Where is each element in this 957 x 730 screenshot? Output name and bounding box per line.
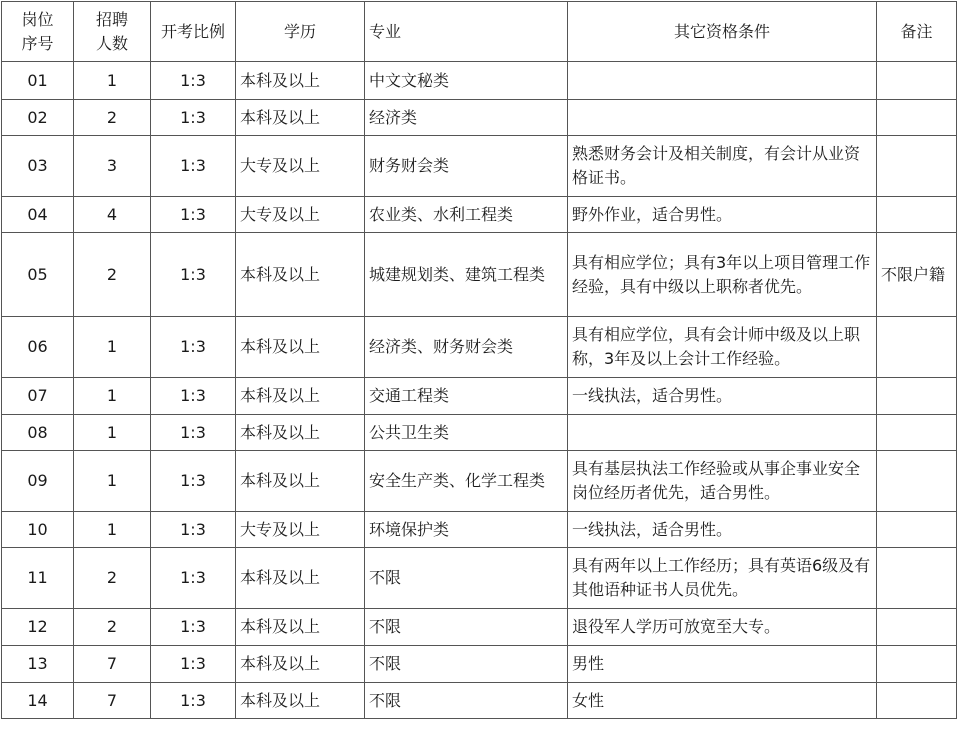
cell-major: 不限 [365, 683, 568, 719]
cell-major: 城建规划类、建筑工程类 [365, 233, 568, 317]
cell-other-requirements [568, 100, 877, 136]
cell-count: 1 [74, 317, 151, 378]
cell-other-requirements [568, 415, 877, 451]
cell-education: 本科及以上 [236, 415, 365, 451]
cell-note [877, 62, 957, 100]
table-row [2, 609, 957, 646]
table-row [2, 451, 957, 512]
cell-education: 大专及以上 [236, 512, 365, 548]
cell-note: 不限户籍 [877, 233, 957, 317]
cell-other-requirements: 具有相应学位；具有3年以上项目管理工作经验，具有中级以上职称者优先。 [568, 233, 877, 317]
cell-note [877, 317, 957, 378]
cell-other-requirements: 退役军人学历可放宽至大专。 [568, 609, 877, 646]
cell-education: 本科及以上 [236, 100, 365, 136]
cell-seq: 02 [2, 100, 74, 136]
header-major: 专业 [365, 2, 568, 62]
cell-note [877, 100, 957, 136]
cell-other-requirements: 野外作业，适合男性。 [568, 197, 877, 233]
cell-ratio: 1:3 [151, 683, 236, 719]
header-other-requirements: 其它资格条件 [568, 2, 877, 62]
table-row [2, 415, 957, 451]
table-row [2, 136, 957, 197]
header-row [2, 2, 957, 62]
cell-ratio: 1:3 [151, 378, 236, 415]
cell-major: 不限 [365, 609, 568, 646]
cell-education: 本科及以上 [236, 451, 365, 512]
cell-other-requirements: 男性 [568, 646, 877, 683]
table-row [2, 197, 957, 233]
table-row [2, 100, 957, 136]
cell-seq: 10 [2, 512, 74, 548]
cell-other-requirements: 具有两年以上工作经历；具有英语6级及有其他语种证书人员优先。 [568, 548, 877, 609]
cell-other-requirements: 一线执法，适合男性。 [568, 512, 877, 548]
cell-ratio: 1:3 [151, 609, 236, 646]
cell-major: 不限 [365, 646, 568, 683]
cell-education: 本科及以上 [236, 683, 365, 719]
cell-count: 2 [74, 233, 151, 317]
cell-count: 1 [74, 62, 151, 100]
cell-note [877, 646, 957, 683]
cell-major: 公共卫生类 [365, 415, 568, 451]
cell-count: 2 [74, 609, 151, 646]
cell-education: 本科及以上 [236, 62, 365, 100]
cell-ratio: 1:3 [151, 451, 236, 512]
table-row [2, 512, 957, 548]
header-count: 招聘 人数 [74, 2, 151, 62]
cell-major: 环境保护类 [365, 512, 568, 548]
cell-ratio: 1:3 [151, 100, 236, 136]
cell-count: 1 [74, 378, 151, 415]
table-row [2, 646, 957, 683]
cell-ratio: 1:3 [151, 512, 236, 548]
cell-other-requirements: 一线执法，适合男性。 [568, 378, 877, 415]
cell-note [877, 512, 957, 548]
cell-note [877, 683, 957, 719]
cell-other-requirements: 熟悉财务会计及相关制度，有会计从业资格证书。 [568, 136, 877, 197]
cell-count: 4 [74, 197, 151, 233]
cell-ratio: 1:3 [151, 233, 236, 317]
cell-major: 经济类、财务财会类 [365, 317, 568, 378]
cell-other-requirements [568, 62, 877, 100]
header-ratio: 开考比例 [151, 2, 236, 62]
cell-seq: 01 [2, 62, 74, 100]
header-education: 学历 [236, 2, 365, 62]
cell-note [877, 451, 957, 512]
header-note: 备注 [877, 2, 957, 62]
cell-count: 1 [74, 415, 151, 451]
table-row [2, 233, 957, 317]
cell-ratio: 1:3 [151, 197, 236, 233]
cell-major: 不限 [365, 548, 568, 609]
cell-ratio: 1:3 [151, 62, 236, 100]
cell-seq: 07 [2, 378, 74, 415]
recruitment-table [1, 1, 957, 719]
cell-count: 7 [74, 683, 151, 719]
cell-major: 安全生产类、化学工程类 [365, 451, 568, 512]
cell-education: 本科及以上 [236, 233, 365, 317]
table-row [2, 548, 957, 609]
table-row [2, 683, 957, 719]
cell-education: 大专及以上 [236, 136, 365, 197]
cell-count: 1 [74, 512, 151, 548]
cell-education: 本科及以上 [236, 609, 365, 646]
cell-seq: 05 [2, 233, 74, 317]
header-seq: 岗位 序号 [2, 2, 74, 62]
cell-count: 7 [74, 646, 151, 683]
cell-seq: 04 [2, 197, 74, 233]
cell-major: 农业类、水利工程类 [365, 197, 568, 233]
cell-education: 本科及以上 [236, 548, 365, 609]
cell-other-requirements: 具有基层执法工作经验或从事企事业安全岗位经历者优先，适合男性。 [568, 451, 877, 512]
cell-seq: 03 [2, 136, 74, 197]
cell-education: 本科及以上 [236, 378, 365, 415]
cell-seq: 06 [2, 317, 74, 378]
cell-ratio: 1:3 [151, 548, 236, 609]
cell-note [877, 548, 957, 609]
cell-ratio: 1:3 [151, 646, 236, 683]
cell-note [877, 609, 957, 646]
cell-count: 2 [74, 100, 151, 136]
cell-ratio: 1:3 [151, 317, 236, 378]
cell-count: 1 [74, 451, 151, 512]
cell-major: 交通工程类 [365, 378, 568, 415]
cell-major: 财务财会类 [365, 136, 568, 197]
cell-note [877, 197, 957, 233]
cell-seq: 12 [2, 609, 74, 646]
cell-note [877, 415, 957, 451]
cell-education: 本科及以上 [236, 646, 365, 683]
cell-major: 中文文秘类 [365, 62, 568, 100]
cell-other-requirements: 具有相应学位，具有会计师中级及以上职称，3年及以上会计工作经验。 [568, 317, 877, 378]
cell-note [877, 378, 957, 415]
cell-major: 经济类 [365, 100, 568, 136]
cell-ratio: 1:3 [151, 136, 236, 197]
cell-count: 3 [74, 136, 151, 197]
cell-seq: 13 [2, 646, 74, 683]
cell-count: 2 [74, 548, 151, 609]
cell-seq: 08 [2, 415, 74, 451]
table-row [2, 62, 957, 100]
table-row [2, 317, 957, 378]
cell-seq: 09 [2, 451, 74, 512]
cell-seq: 11 [2, 548, 74, 609]
cell-ratio: 1:3 [151, 415, 236, 451]
cell-seq: 14 [2, 683, 74, 719]
cell-education: 本科及以上 [236, 317, 365, 378]
cell-other-requirements: 女性 [568, 683, 877, 719]
table-row [2, 378, 957, 415]
cell-note [877, 136, 957, 197]
cell-education: 大专及以上 [236, 197, 365, 233]
